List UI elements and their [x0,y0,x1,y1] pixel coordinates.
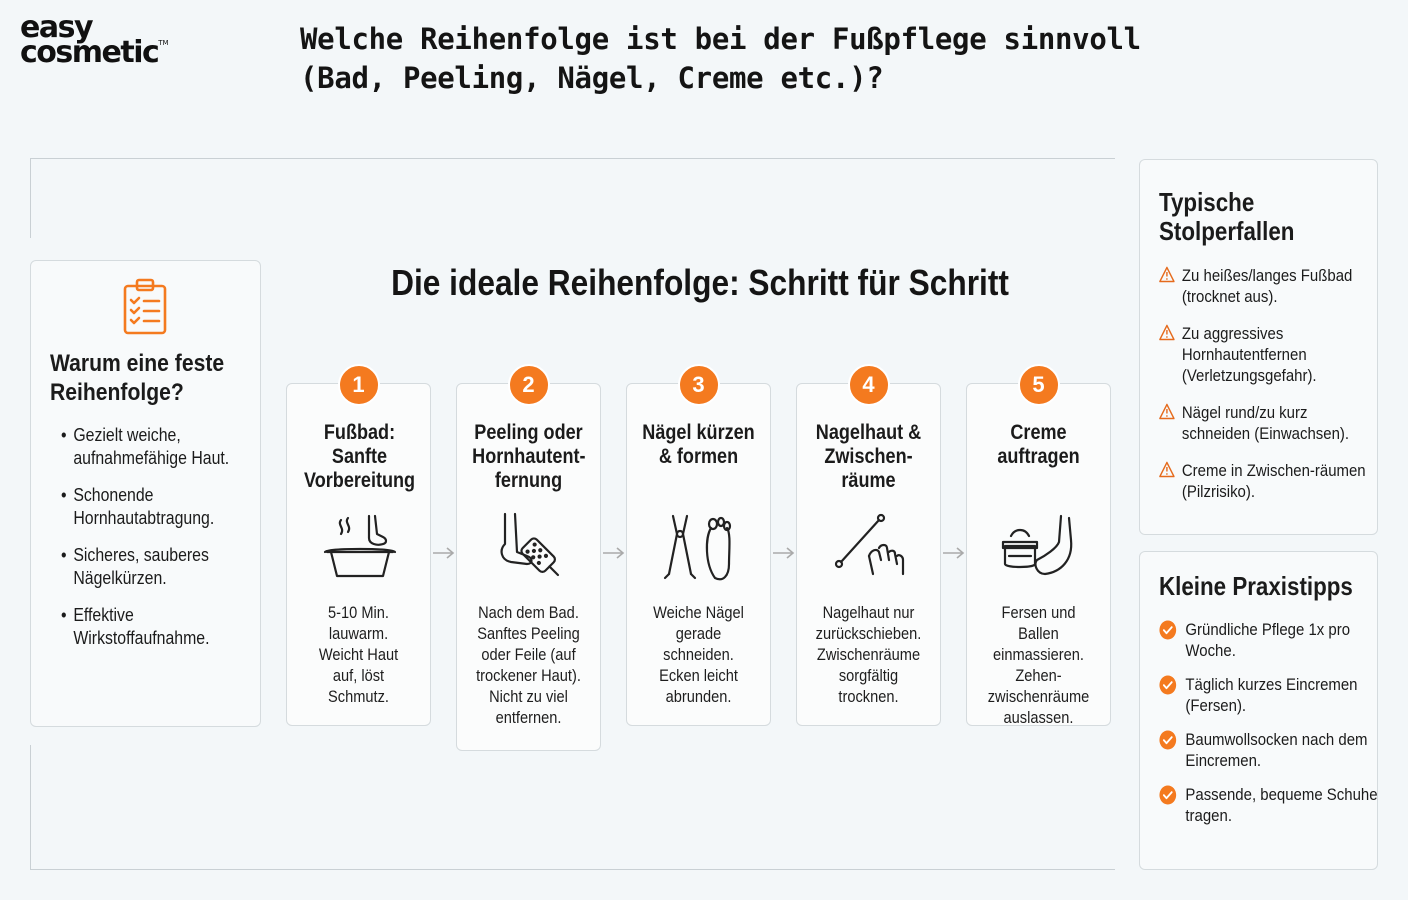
step-desc: Nach dem Bad. Sanftes Peeling oder Feile (auf trockener Haut). Nicht zu viel entfernen. [476,603,581,727]
warning-icon [1159,324,1175,341]
arrow-right-icon [771,545,797,561]
pitfall-text: Nägel rund/zu kurz schneiden (Einwachsen). [1181,403,1350,443]
arrow-right-icon [601,545,627,561]
warning-icon [1159,266,1175,283]
cuticle-pusher-icon [831,512,909,584]
step-number-badge: 2 [508,364,550,406]
trademark: TM [158,38,169,47]
pitfall-text: Creme in Zwischen-räumen (Pilzrisiko). [1181,461,1366,501]
nail-clipper-icon [661,512,739,584]
step-number-badge: 1 [338,364,380,406]
frame-line-bottom [30,745,31,870]
pitfall-item [1159,402,1379,444]
frame-line-top [30,158,31,238]
cream-jar-icon [1001,512,1079,584]
step-card-4 [796,372,941,726]
pitfalls-card [1139,159,1378,535]
pitfall-text: Zu heißes/langes Fußbad (trocknet aus). [1181,266,1353,306]
tips-title: Kleine Praxistipps [1159,571,1353,601]
step-card-2 [456,372,601,751]
step-title: Nägel kürzen & formen [642,421,755,468]
why-title: Warum eine feste Reihenfolge? [50,350,225,406]
step-title: Creme auftragen [997,421,1080,468]
why-item: • Sicheres, sauberes Nägelkürzen. [61,544,268,590]
step-number-badge: 3 [678,364,720,406]
tip-item [1159,729,1379,771]
step-title: Peeling oder Hornhautent-fernung [472,421,586,492]
check-circle-icon [1159,785,1177,805]
tips-list [1159,619,1389,839]
pitfalls-title: Typische Stolperfallen [1159,187,1295,246]
check-circle-icon [1159,730,1177,750]
brand-line-2: cosmetic [20,34,159,70]
why-item: • Schonende Hornhautabtragung. [61,484,268,530]
check-circle-icon [1159,620,1177,640]
tip-item [1159,674,1379,716]
step-desc: 5-10 Min. lauwarm. Weicht Haut auf, löst Schmutz. [318,603,399,706]
step-title: Fußbad: Sanfte Vorbereitung [304,421,416,492]
tip-text: Passende, bequeme Schuhe tragen. [1185,785,1378,825]
clipboard-checklist-icon [122,278,168,341]
tip-text: Gründliche Pflege 1x pro Woche. [1185,620,1351,660]
step-desc: Fersen und Ballen einmassieren. Zehen-zwischenräume auslassen. [987,603,1090,727]
pitfall-item [1159,265,1379,307]
foot-bath-icon [321,512,399,584]
why-item: • Effektive Wirkstoffaufnahme. [61,604,268,650]
arrow-right-icon [431,545,457,561]
tip-item [1159,784,1379,826]
foot-file-icon [491,512,569,584]
step-number-badge: 4 [848,364,890,406]
tip-text: Täglich kurzes Eincremen (Fersen). [1185,675,1358,715]
arrow-right-icon [941,545,967,561]
pitfall-text: Zu aggressives Hornhautentfernen (Verletzungsgefahr). [1181,324,1317,385]
diagram-title: Die ideale Reihenfolge: Schritt für Schritt [391,262,1009,303]
tip-text: Baumwollsocken nach dem Eincremen. [1185,730,1368,770]
warning-icon [1159,403,1175,420]
brand-line-1: easy [20,10,93,45]
tip-item [1159,619,1379,661]
why-card [30,260,261,727]
step-number-badge: 5 [1018,364,1060,406]
warning-icon [1159,461,1175,478]
why-list [61,424,271,664]
why-item: • Gezielt weiche, aufnahmefähige Haut. [61,424,268,470]
pitfalls-list [1159,265,1389,518]
step-desc: Weiche Nägel gerade schneiden. Ecken leicht abrunden. [653,603,744,706]
step-card-5 [966,372,1111,727]
check-circle-icon [1159,675,1177,695]
step-card-3 [626,372,771,726]
tips-card [1139,551,1378,870]
pitfall-item [1159,460,1379,502]
pitfall-item [1159,323,1379,386]
brand-logo [20,10,169,70]
step-desc: Nagelhaut nur zurückschieben. Zwischenräume sorgfältig trocknen. [815,603,922,706]
step-title: Nagelhaut & Zwischen-räume [815,421,922,492]
page-title: Welche Reihenfolge ist bei der Fußpflege sinnvoll (Bad, Peeling, Nägel, Creme etc.)? [300,22,1141,95]
step-card-1 [286,372,431,726]
